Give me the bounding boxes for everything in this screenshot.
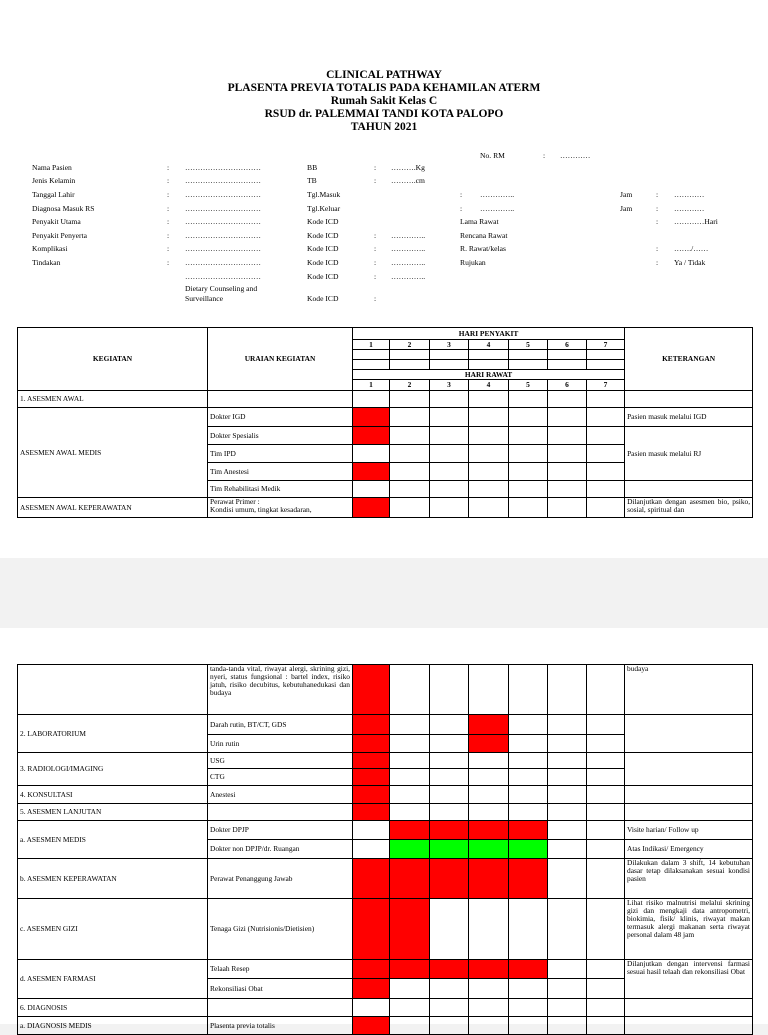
colon: : (167, 190, 170, 199)
keterangan-header: KETERANGAN (625, 328, 753, 391)
plasenta-previa: Plasenta previa totalis (208, 1017, 353, 1035)
asesmen-keperawatan: b. ASESMEN KEPERAWATAN (18, 859, 208, 899)
label-tb: TB (307, 176, 317, 185)
hari-rawat-header: HARI RAWAT (353, 370, 625, 380)
dokter-spesialis: Dokter Spesialis (208, 427, 353, 445)
field-tgl-masuk[interactable]: ………….. (480, 190, 515, 199)
day-4: 4 (469, 380, 509, 391)
colon: : (374, 244, 377, 253)
ket-atas-indikasi: Atas Indikasi/ Emergency (625, 840, 753, 859)
asesmen-awal-keperawatan: ASESMEN AWAL KEPERAWATAN (18, 498, 208, 518)
ket-rj: Pasien masuk melalui RJ (625, 427, 753, 481)
day-7: 7 (587, 380, 625, 391)
label-tgl-keluar: Tgl.Keluar (307, 204, 341, 213)
document-page-2 (0, 628, 768, 1030)
label-tgl-masuk: Tgl.Masuk (307, 190, 341, 199)
label-lama-rawat: Lama Rawat (460, 217, 499, 226)
label-kode-icd: Kode ICD (307, 272, 339, 281)
pathway-table-2 (17, 664, 753, 1035)
no-rm-label: No. RM (480, 151, 505, 160)
field-kelas[interactable]: ……./…… (674, 244, 709, 253)
asesmen-gizi: c. ASESMEN GIZI (18, 899, 208, 960)
section-asesmen-lanjutan: 5. ASESMEN LANJUTAN (18, 804, 208, 821)
perawat-penanggung-jawab: Perawat Penanggung Jawab (208, 859, 353, 899)
colon: : (374, 163, 377, 172)
uraian-header: URAIAN KEGIATAN (208, 328, 353, 391)
colon: : (656, 204, 659, 213)
telaah-resep: Telaah Resep (208, 960, 353, 979)
colon: : (167, 244, 170, 253)
day-6: 6 (548, 340, 587, 350)
pathway-table-1 (17, 327, 753, 518)
colon: : (167, 258, 170, 267)
colon: : (374, 231, 377, 240)
label-komplikasi: Komplikasi (32, 244, 68, 253)
colon: : (167, 231, 170, 240)
label-jam: Jam (620, 204, 633, 213)
label-penyakit-utama: Penyakit Utama (32, 217, 81, 226)
label-kode-icd: Kode ICD (307, 258, 339, 267)
day-1: 1 (353, 340, 390, 350)
section-asesmen-awal: 1. ASESMEN AWAL (18, 391, 208, 408)
asesmen-awal-medis: ASESMEN AWAL MEDIS (18, 408, 208, 498)
ket-visite: Visite harian/ Follow up (625, 821, 753, 840)
colon: : (460, 190, 463, 199)
kegiatan-header: KEGIATAN (18, 328, 208, 391)
colon: : (374, 272, 377, 281)
field-icd[interactable]: ………….. (391, 231, 426, 240)
konsultasi-anestesi: Anestesi (208, 786, 353, 804)
tim-rehabilitasi: Tim Rehabilitasi Medik (208, 481, 353, 498)
colon: : (656, 217, 659, 226)
ket-gizi: Lihat risiko malnutrisi melalui skrining gizi dan mengkaji data antropometri, biokimia, fisik/ klinis, riwayat makan termasuk alergi makanan serta riwayat personal dalam 48 jam (625, 899, 753, 960)
continued-ket: budaya (625, 665, 753, 715)
colon: : (656, 244, 659, 253)
label-kode-icd: Kode ICD (307, 217, 339, 226)
label-diagnosa-masuk: Diagnosa Masuk RS (32, 204, 95, 213)
colon: : (167, 176, 170, 185)
asesmen-farmasi: d. ASESMEN FARMASI (18, 960, 208, 999)
label-jam: Jam (620, 190, 633, 199)
field-icd[interactable]: ………….. (391, 258, 426, 267)
field-tindakan-extra[interactable]: ………………………… (185, 272, 261, 281)
title-line-1: CLINICAL PATHWAY (326, 69, 442, 81)
field-nama-pasien[interactable]: ………………………… (185, 163, 261, 172)
day-5: 5 (509, 380, 548, 391)
ket-keperawatan: Dilakukan dalam 3 shift, 14 kebutuhan dasar tetap dilaksanakan sesuai kondisi pasien (625, 859, 753, 899)
rekonsiliasi-obat: Rekonsiliasi Obat (208, 979, 353, 999)
day-6: 6 (548, 380, 587, 391)
day-3: 3 (430, 380, 469, 391)
field-tb[interactable]: ……….cm (391, 176, 425, 185)
label-tindakan: Tindakan (32, 258, 61, 267)
no-rm-colon: : (543, 151, 546, 160)
day-1: 1 (353, 380, 390, 391)
ket-farmasi: Dilanjutkan dengan intervensi farmasi sesuai hasil telaah dan rekonsiliasi Obat (625, 960, 753, 999)
title-line-3: Rumah Sakit Kelas C (330, 95, 438, 107)
day-7: 7 (587, 340, 625, 350)
title-line-5: TAHUN 2021 (350, 121, 418, 133)
usg: USG (208, 753, 353, 769)
label-r-rawat: R. Rawat/kelas (460, 244, 506, 253)
label-kode-icd: Kode ICD (307, 231, 339, 240)
dietary-line-2: Surveillance (185, 294, 223, 303)
field-diagnosa-masuk[interactable]: ………………………… (185, 204, 261, 213)
label-nama-pasien: Nama Pasien (32, 163, 72, 172)
tim-anestesi: Tim Anestesi (208, 463, 353, 481)
continued-text: tanda-tanda vital, riwayat alergi, skrining gizi, nyeri, status fungsional : bartel index, risiko jatuh, risiko decubitus, kebutuhanedukasi dan budaya (208, 665, 353, 715)
field-penyakit-utama[interactable]: ………………………… (185, 217, 261, 226)
field-bb[interactable]: ……….Kg (391, 163, 425, 172)
colon: : (374, 176, 377, 185)
kondisi-umum: Kondisi umum, tingkat kesadaran, (210, 505, 312, 514)
tim-ipd: Tim IPD (208, 445, 353, 463)
field-jam-keluar[interactable]: ………… (674, 204, 705, 213)
label-tanggal-lahir: Tanggal Lahir (32, 190, 75, 199)
field-lama-rawat[interactable]: …………Hari (674, 217, 718, 226)
ket-igd: Pasien masuk melalui IGD (625, 408, 753, 427)
perawat-primer: Perawat Primer : (210, 497, 260, 506)
section-laboratorium: 2. LABORATORIUM (18, 715, 208, 753)
colon: : (374, 258, 377, 267)
field-tgl-keluar[interactable]: ………….. (480, 204, 515, 213)
section-radiologi: 3. RADIOLOGI/IMAGING (18, 753, 208, 786)
dokter-non-dpjp: Dokter non DPJP/dr. Ruangan (208, 840, 353, 859)
field-icd[interactable]: ………….. (391, 272, 426, 281)
ket-keperawatan: Dilanjutkan dengan asesmen bio, psiko, sosial, spiritual dan (625, 498, 753, 518)
field-komplikasi[interactable]: ………………………… (185, 244, 261, 253)
colon: : (656, 190, 659, 199)
dokter-dpjp: Dokter DPJP (208, 821, 353, 840)
day-3: 3 (430, 340, 469, 350)
ctg: CTG (208, 769, 353, 786)
day-5: 5 (509, 340, 548, 350)
field-tanggal-lahir[interactable]: ………………………… (185, 190, 261, 199)
section-diagnosis: 6. DIAGNOSIS (18, 999, 208, 1017)
day-2: 2 (390, 380, 430, 391)
urin-rutin: Urin rutin (208, 735, 353, 753)
day-2: 2 (390, 340, 430, 350)
field-jenis-kelamin[interactable]: ………………………… (185, 176, 261, 185)
colon: : (374, 294, 377, 303)
hari-penyakit-header: HARI PENYAKIT (353, 328, 625, 340)
field-jam-masuk[interactable]: ………… (674, 190, 705, 199)
diagnosis-medis: a. DIAGNOSIS MEDIS (18, 1017, 208, 1035)
colon: : (167, 204, 170, 213)
label-bb: BB (307, 163, 318, 172)
field-icd[interactable]: ………….. (391, 244, 426, 253)
section-konsultasi: 4. KONSULTASI (18, 786, 208, 804)
label-rujukan: Rujukan (460, 258, 486, 267)
label-penyakit-penyerta: Penyakit Penyerta (32, 231, 88, 240)
field-tindakan[interactable]: ………………………… (185, 258, 261, 267)
colon: : (167, 163, 170, 172)
tenaga-gizi: Tenaga Gizi (Nutrisionis/Dietisien) (208, 899, 353, 960)
label-kode-icd: Kode ICD (307, 244, 339, 253)
field-penyakit-penyerta[interactable]: ………………………… (185, 231, 261, 240)
dokter-igd: Dokter IGD (208, 408, 353, 427)
no-rm-value: ………… (560, 151, 591, 160)
day-4: 4 (469, 340, 509, 350)
label-rencana-rawat: Rencana Rawat (460, 231, 508, 240)
field-rujukan[interactable]: Ya / Tidak (674, 258, 706, 267)
colon: : (167, 217, 170, 226)
colon: : (460, 204, 463, 213)
title-line-2: PLASENTA PREVIA TOTALIS PADA KEHAMILAN ATERM (227, 82, 541, 94)
asesmen-medis: a. ASESMEN MEDIS (18, 821, 208, 859)
label-kode-icd: Kode ICD (307, 294, 339, 303)
dietary-line-1: Dietary Counseling and (185, 284, 258, 293)
title-line-4: RSUD dr. PALEMMAI TANDI KOTA PALOPO (264, 108, 504, 120)
label-jenis-kelamin: Jenis Kelamin (32, 176, 76, 185)
colon: : (656, 258, 659, 267)
darah-rutin: Darah rutin, BT/CT, GDS (208, 715, 353, 735)
